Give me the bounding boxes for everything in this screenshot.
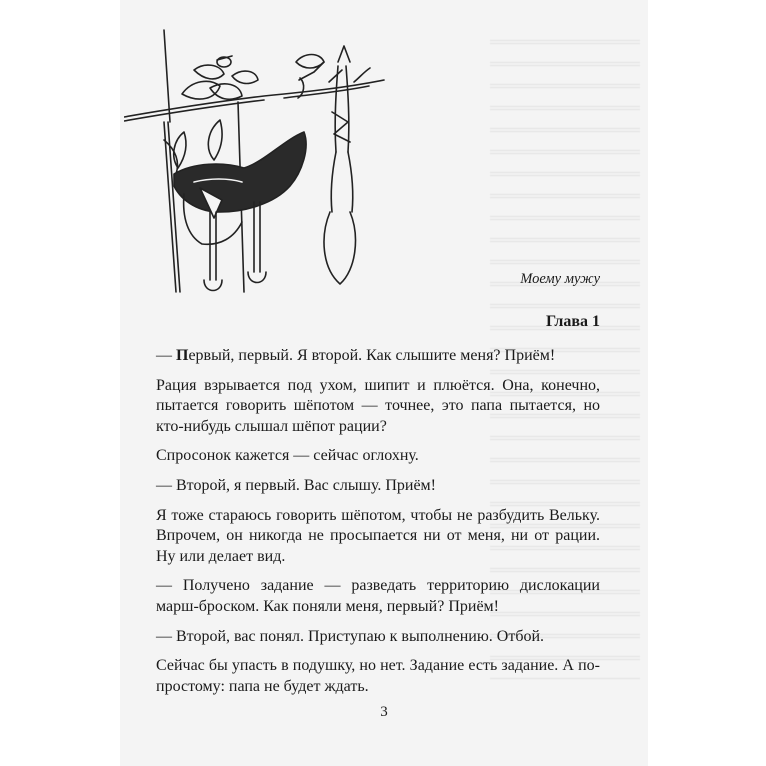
dedication: Моему мужу xyxy=(520,271,600,287)
dialogue-dash: — xyxy=(156,347,176,364)
chapter-heading: Глава 1 xyxy=(546,313,600,330)
page-number: 3 xyxy=(380,704,388,720)
paragraph: Сейчас бы упасть в подушку, но нет. Задание есть задание. А по-простому: папа не будет ждать. xyxy=(156,657,600,695)
paragraph: Я тоже стараюсь говорить шёпотом, чтобы не разбудить Вельку. Впрочем, он никогда не просыпается ни от меня, ни от рации. Ну или делает вид. xyxy=(156,506,600,565)
paragraph: Рация взрывается под ухом, шипит и плюётся. Она, конечно, пытается говорить шёпотом — точнее, это папа пытается, но кто-нибудь слышал шёпот рации? xyxy=(156,376,600,435)
chapter-body xyxy=(156,346,600,706)
paragraph xyxy=(156,346,600,367)
book-page xyxy=(120,0,648,766)
initial-letter: П xyxy=(176,347,189,364)
paragraph: — Получено задание — разведать территорию дислокации марш-броском. Как поняли меня, первый? Приём! xyxy=(156,577,600,615)
paragraph-text: ервый, первый. Я второй. Как слышите меня? Приём! xyxy=(188,347,556,364)
paragraph: Спросонок кажется — сейчас оглохну. xyxy=(156,447,419,465)
paragraph: — Второй, вас понял. Приступаю к выполнению. Отбой. xyxy=(156,627,545,645)
paragraph: — Второй, я первый. Вас слышу. Приём! xyxy=(156,476,437,494)
